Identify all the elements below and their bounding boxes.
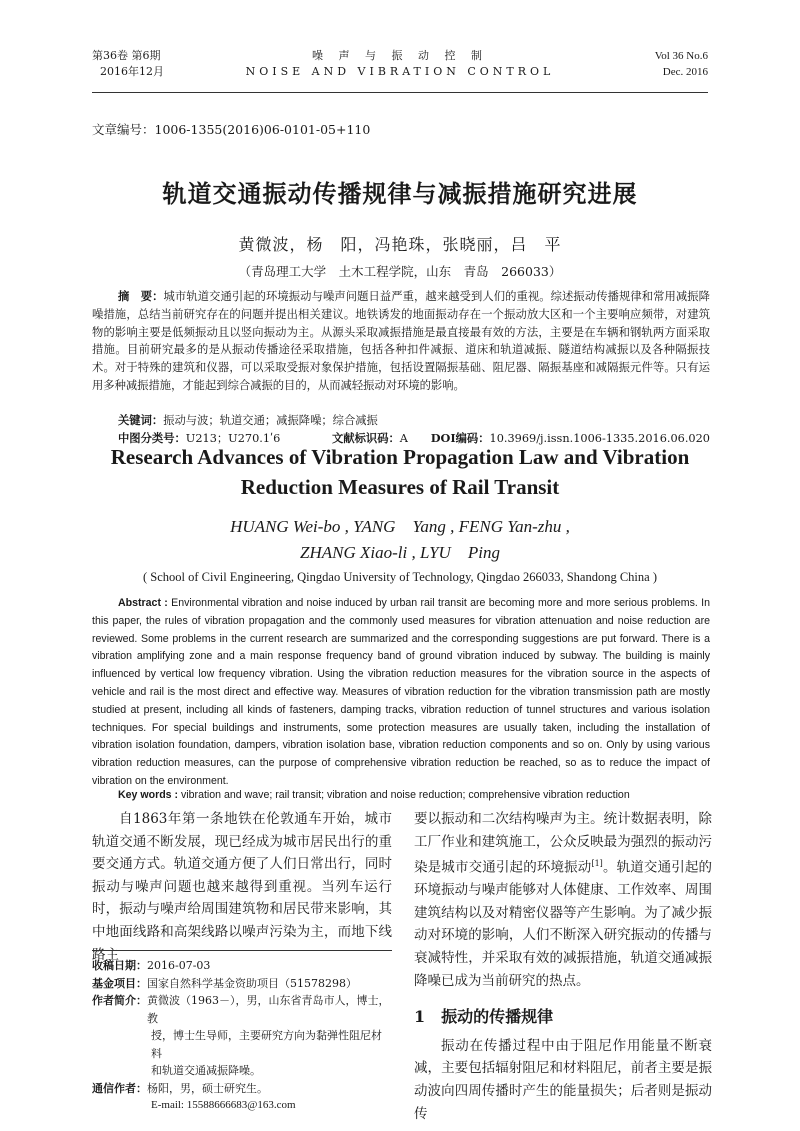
document-code: 文献标识码：A [332, 431, 408, 445]
corresponding-author: 通信作者： 杨阳，男，硕士研究生。 [92, 1081, 268, 1095]
email-link[interactable]: E-mail: 15588666683@163.com [151, 1099, 296, 1111]
author-bio-line-3: 和轨道交通减振降噪。 [151, 1064, 261, 1077]
journal-name-en: NOISE AND VIBRATION CONTROL [245, 65, 555, 78]
header-center [92, 48, 708, 80]
intro-paragraph-continued: 要以振动和二次结构噪声为主。统计数据表明，除工厂作业和建筑施工，公众反映最为强烈的振动污染是城市交通引起的环境振动[1]。轨道交通引起的环境振动与噪声能够对人体健康、工作效率、周围建筑结构以及对精密仪器等产生影响。为了减少振动对环境的影响，人们不断深入研究振动的传播与衰减特性，并采取有效的减振措施，轨道交通减振降噪已成为当前研究的热点。 [414, 811, 713, 989]
running-header [92, 48, 708, 93]
date-en: Dec. 2016 [662, 66, 708, 78]
section-heading-1 [414, 1006, 712, 1029]
authors-en [0, 514, 800, 566]
journal-name-cn: 噪 声 与 振 动 控 制 [312, 49, 488, 62]
author-bio: 作者简介： 黄微波（1963－），男，山东省青岛市人，博士，教 [92, 994, 390, 1025]
abstract-cn [92, 288, 710, 395]
title-en [0, 442, 800, 502]
volume-issue-en: Vol 36 No.6 [654, 50, 708, 62]
abstract-cn-label: 摘 要： [118, 289, 164, 303]
abstract-cn-text: 城市轨道交通引起的环境振动与噪声问题日益严重，越来越受到人们的重视。综述振动传播规律和常用减振降噪措施，总结当前研究存在的问题并提出相关建议。地铁诱发的地面振动存在一个振动放大区和一个主要响应频带，对建筑物的影响主要是低频振动且以竖向振动为主。从源头采取减振措施是最直接最有效的方法，主要是在车辆和钢轨两方面采取措施。目前研究最多的是从振动传播途径采取措施，包括各种扣件减振、道床和轨道减振、隧道结构减振以及各种隔振技术。对于特殊的建筑和仪器，可以采取受振对象保护措施，包括设置隔振基础、阻尼器、隔振基座和减隔振元件等。只有运用多种减振措施，才能起到综合减振的目的，从而减轻振动对环境的影响。 [92, 290, 710, 392]
title-en-line-1: Research Advances of Vibration Propagation Law and Vibration [110, 445, 690, 469]
footnote [92, 950, 392, 1115]
title-en-line-2: Reduction Measures of Rail Transit [240, 475, 560, 499]
keywords-cn-label: 关键词： [118, 413, 164, 427]
header-right [655, 48, 708, 80]
doi: DOI编码：10.3969/j.issn.1006-1335.2016.06.020 [430, 431, 710, 445]
authors-en-line-1: HUANG Wei-bo , YANG Yang , FENG Yan-zhu , [230, 517, 570, 536]
abstract-en-label: Abstract : [118, 597, 168, 609]
volume-issue-cn: 第36卷 第6期 [92, 49, 161, 62]
keywords-en-text: vibration and wave; rail transit; vibration and noise reduction; comprehensive vibration reduction [181, 789, 630, 801]
article-number: 文章编号：1006-1355(2016)06-0101-05+110 [92, 122, 371, 137]
received-date: 收稿日期： 2016-07-03 [92, 959, 211, 972]
section-title: 振动的传播规律 [441, 1007, 554, 1027]
affiliation-cn: （青岛理工大学 土木工程学院，山东 青岛 266033） [238, 264, 562, 279]
section-1-paragraph: 振动在传播过程中由于阻尼作用能量不断衰减，主要包括辐射阻尼和材料阻尼，前者主要是振动波向四周传播时产生的能量损失；后者则是振动传 [414, 1037, 712, 1122]
body-left-column: 自1863年第一条地铁在伦敦通车开始，城市轨道交通不断发展，现已经成为城市居民出行的重要交通方式。轨道交通方便了人们日常出行，同时振动与噪声问题也越来越得到重视。当列车运行时，振动与噪声给周围建筑物和居民带来影响，其中地面线路和高架线路以噪声污染为主，而地下线路主 [92, 811, 392, 963]
authors-cn: 黄微波，杨 阳，冯艳珠，张晓丽，吕 平 [238, 235, 562, 254]
keywords-en [118, 789, 630, 801]
affiliation-en: ( School of Civil Engineering, Qingdao University of Technology, Qingdao 266033, Shandong China ) [143, 570, 657, 584]
section-number: 1 [414, 1007, 426, 1027]
keywords-cn [118, 412, 378, 428]
author-bio-line-2: 授，博士生导师，主要研究方向为黏弹性阻尼材料 [151, 1029, 382, 1060]
abstract-en [92, 595, 710, 791]
date-cn: 2016年12月 [100, 65, 164, 78]
fund-info: 基金项目： 国家自然科学基金资助项目（51578298） [92, 976, 357, 990]
clc-number: 中图分类号：U213；U270.1ʹ6 [118, 431, 281, 445]
keywords-cn-text: 振动与波；轨道交通；减振降噪；综合减振 [163, 414, 378, 427]
keywords-en-label: Key words : [118, 789, 179, 801]
title-cn: 轨道交通振动传播规律与减振措施研究进展 [162, 179, 638, 208]
citation-ref[interactable]: [1] [591, 859, 603, 869]
abstract-en-text: Environmental vibration and noise induced by urban rail transit are becoming more and more serious problems. In this paper, the rules of vibration propagation and the commonly used measures for vibration attenuation and noise reduction are reviewed. Some problems in the current research are summarized and the corresponding suggestions are put forward. There is a vibration amplifying zone and a main response frequency band of ground vibration induced by subway. The building is mainly influenced by vertical low frequency vibration. Using the vibration reduction measures for the vibration source in the aspects of vehicle and rail is the most direct and effective way. Measures of vibration reduction for the vibration transmission path are mostly studied at present, including all kinds of fasteners, damping tracks, vibration reduction of tunnel structures and various isolation techniques. For special buildings and instruments, some protection measures are usually taken, including the installation of vibration isolation foundation, dampers, vibration isolation base, vibration reduction components and so on. Only by using various vibration reduction measures, can the purpose of comprehensive vibration reduction be reached, so as to reduce the impact of vibration on the environment. [92, 597, 710, 787]
authors-en-line-2: ZHANG Xiao-li , LYU Ping [300, 543, 500, 562]
body-right-column [414, 808, 712, 1125]
